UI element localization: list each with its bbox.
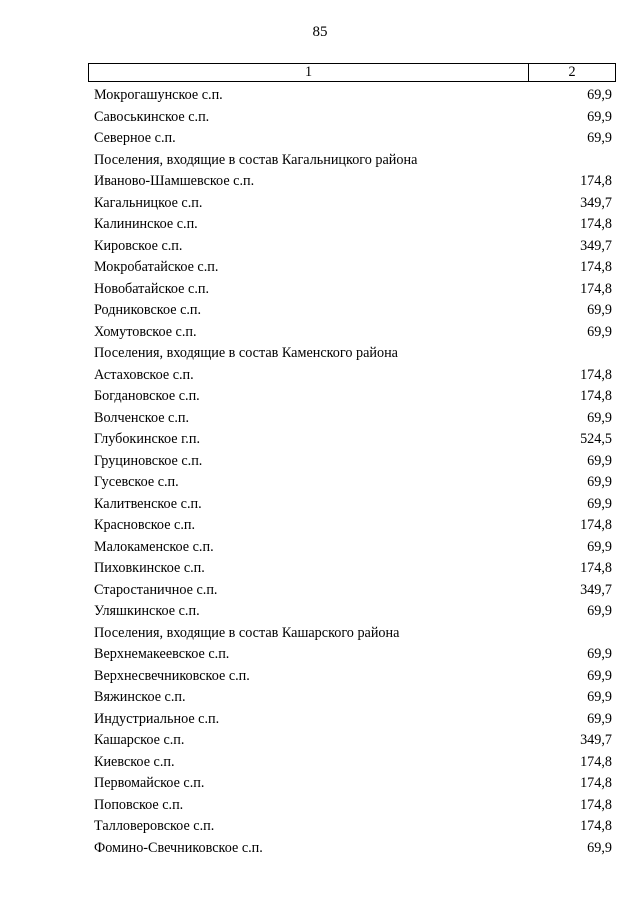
settlement-name: Индустриальное с.п. bbox=[94, 710, 220, 727]
settlement-value: 69,9 bbox=[587, 710, 612, 727]
settlement-value bbox=[526, 150, 616, 172]
settlement-value: 349,7 bbox=[580, 237, 612, 254]
settlement-value: 174,8 bbox=[580, 388, 612, 404]
table-row bbox=[88, 752, 616, 774]
section-heading: Поселения, входящие в состав Кашарского района bbox=[94, 624, 400, 641]
table-row bbox=[88, 300, 616, 322]
settlement-value: 174,8 bbox=[580, 753, 612, 770]
settlement-name: Родниковское с.п. bbox=[94, 302, 202, 318]
table-row bbox=[88, 666, 616, 688]
settlement-value: 174,8 bbox=[580, 517, 612, 533]
column-header-1: 1 bbox=[89, 64, 529, 81]
table-row bbox=[88, 257, 616, 279]
settlement-name: Богдановское с.п. bbox=[94, 388, 200, 404]
section-heading-row bbox=[88, 343, 616, 365]
settlement-value: 69,9 bbox=[587, 130, 612, 146]
settlement-value: 69,9 bbox=[587, 689, 612, 705]
settlement-name: Калитвенское с.п. bbox=[94, 495, 202, 512]
settlement-value: 174,8 bbox=[580, 796, 612, 813]
column-header-2: 2 bbox=[568, 64, 576, 80]
table-row bbox=[88, 451, 616, 473]
settlement-name: Хомутовское с.п. bbox=[94, 323, 197, 340]
table-row bbox=[88, 838, 616, 860]
table-row bbox=[88, 193, 616, 215]
settlement-value: 174,8 bbox=[580, 173, 612, 189]
settlement-value: 174,8 bbox=[580, 775, 612, 791]
table-row bbox=[88, 107, 616, 129]
settlement-value: 69,9 bbox=[587, 474, 612, 490]
table-row bbox=[88, 386, 616, 408]
settlement-name: Груциновское с.п. bbox=[94, 452, 203, 469]
settlement-name: Кировское с.п. bbox=[94, 237, 183, 254]
settlement-name: Верхнесвечниковское с.п. bbox=[94, 667, 250, 684]
table-row bbox=[88, 730, 616, 752]
table-row bbox=[88, 429, 616, 451]
settlement-name: Талловеровское с.п. bbox=[94, 818, 215, 834]
section-heading-row bbox=[88, 623, 616, 645]
settlement-name: Пиховкинское с.п. bbox=[94, 560, 205, 576]
settlement-value: 349,7 bbox=[580, 581, 612, 598]
settlement-value: 69,9 bbox=[587, 302, 612, 318]
table-header-row bbox=[88, 63, 616, 82]
settlement-value: 69,9 bbox=[587, 495, 612, 512]
settlement-value: 69,9 bbox=[587, 452, 612, 469]
table-row bbox=[88, 795, 616, 817]
table-row bbox=[88, 601, 616, 623]
settlement-value: 174,8 bbox=[580, 216, 612, 232]
settlement-value: 69,9 bbox=[587, 646, 612, 662]
settlement-value: 69,9 bbox=[587, 538, 612, 555]
settlement-value: 69,9 bbox=[587, 409, 612, 426]
settlement-value: 69,9 bbox=[587, 603, 612, 619]
settlement-name: Кашарское с.п. bbox=[94, 732, 185, 748]
table-row bbox=[88, 214, 616, 236]
settlement-value: 69,9 bbox=[587, 323, 612, 340]
table-row bbox=[88, 408, 616, 430]
allocation-table bbox=[88, 63, 616, 859]
table-row bbox=[88, 236, 616, 258]
table-row bbox=[88, 472, 616, 494]
settlement-name: Мокробатайское с.п. bbox=[94, 259, 219, 275]
settlement-value: 174,8 bbox=[580, 560, 612, 576]
table-row bbox=[88, 773, 616, 795]
settlement-value: 349,7 bbox=[580, 194, 612, 211]
settlement-value: 69,9 bbox=[587, 87, 612, 103]
settlement-name: Верхнемакеевское с.п. bbox=[94, 646, 230, 662]
settlement-value: 174,8 bbox=[580, 366, 612, 383]
settlement-name: Гусевское с.п. bbox=[94, 474, 179, 490]
settlement-name: Фомино-Свечниковское с.п. bbox=[94, 839, 263, 856]
settlement-name: Савоськинское с.п. bbox=[94, 108, 210, 125]
settlement-value bbox=[526, 343, 616, 365]
settlement-value: 174,8 bbox=[580, 818, 612, 834]
settlement-name: Красновское с.п. bbox=[94, 517, 196, 533]
section-heading: Поселения, входящие в состав Каменского района bbox=[94, 345, 398, 361]
settlement-value bbox=[526, 623, 616, 645]
table-row bbox=[88, 644, 616, 666]
settlement-name: Поповское с.п. bbox=[94, 796, 184, 813]
table-row bbox=[88, 365, 616, 387]
settlement-name: Вяжинское с.п. bbox=[94, 689, 186, 705]
table-row bbox=[88, 709, 616, 731]
section-heading: Поселения, входящие в состав Кагальницкого района bbox=[94, 151, 418, 168]
table-row bbox=[88, 816, 616, 838]
table-row bbox=[88, 85, 616, 107]
table-row bbox=[88, 171, 616, 193]
settlement-name: Старостаничное с.п. bbox=[94, 581, 218, 598]
settlement-name: Волченское с.п. bbox=[94, 409, 190, 426]
table-row bbox=[88, 322, 616, 344]
page-number: 85 bbox=[312, 24, 328, 40]
table-row bbox=[88, 687, 616, 709]
settlement-value: 174,8 bbox=[580, 280, 612, 297]
settlement-name: Первомайское с.п. bbox=[94, 775, 205, 791]
settlement-name: Малокаменское с.п. bbox=[94, 538, 214, 555]
settlement-value: 174,8 bbox=[580, 259, 612, 275]
settlement-name: Мокрогашунское с.п. bbox=[94, 87, 223, 103]
table-body bbox=[88, 85, 616, 859]
table-row bbox=[88, 494, 616, 516]
settlement-name: Киевское с.п. bbox=[94, 753, 175, 770]
settlement-name: Глубокинское г.п. bbox=[94, 431, 200, 447]
table-row bbox=[88, 580, 616, 602]
settlement-name: Новобатайское с.п. bbox=[94, 280, 210, 297]
settlement-name: Калининское с.п. bbox=[94, 216, 198, 232]
settlement-value: 69,9 bbox=[587, 108, 612, 125]
table-row bbox=[88, 515, 616, 537]
section-heading-row bbox=[88, 150, 616, 172]
settlement-name: Иваново-Шамшевское с.п. bbox=[94, 173, 255, 189]
settlement-value: 69,9 bbox=[587, 839, 612, 856]
settlement-value: 524,5 bbox=[580, 431, 612, 447]
table-row bbox=[88, 128, 616, 150]
table-row bbox=[88, 537, 616, 559]
table-row bbox=[88, 558, 616, 580]
settlement-value: 349,7 bbox=[580, 732, 612, 748]
settlement-name: Уляшкинское с.п. bbox=[94, 603, 200, 619]
settlement-value: 69,9 bbox=[587, 667, 612, 684]
settlement-name: Астаховское с.п. bbox=[94, 366, 194, 383]
table-row bbox=[88, 279, 616, 301]
settlement-name: Кагальницкое с.п. bbox=[94, 194, 203, 211]
settlement-name: Северное с.п. bbox=[94, 130, 176, 146]
